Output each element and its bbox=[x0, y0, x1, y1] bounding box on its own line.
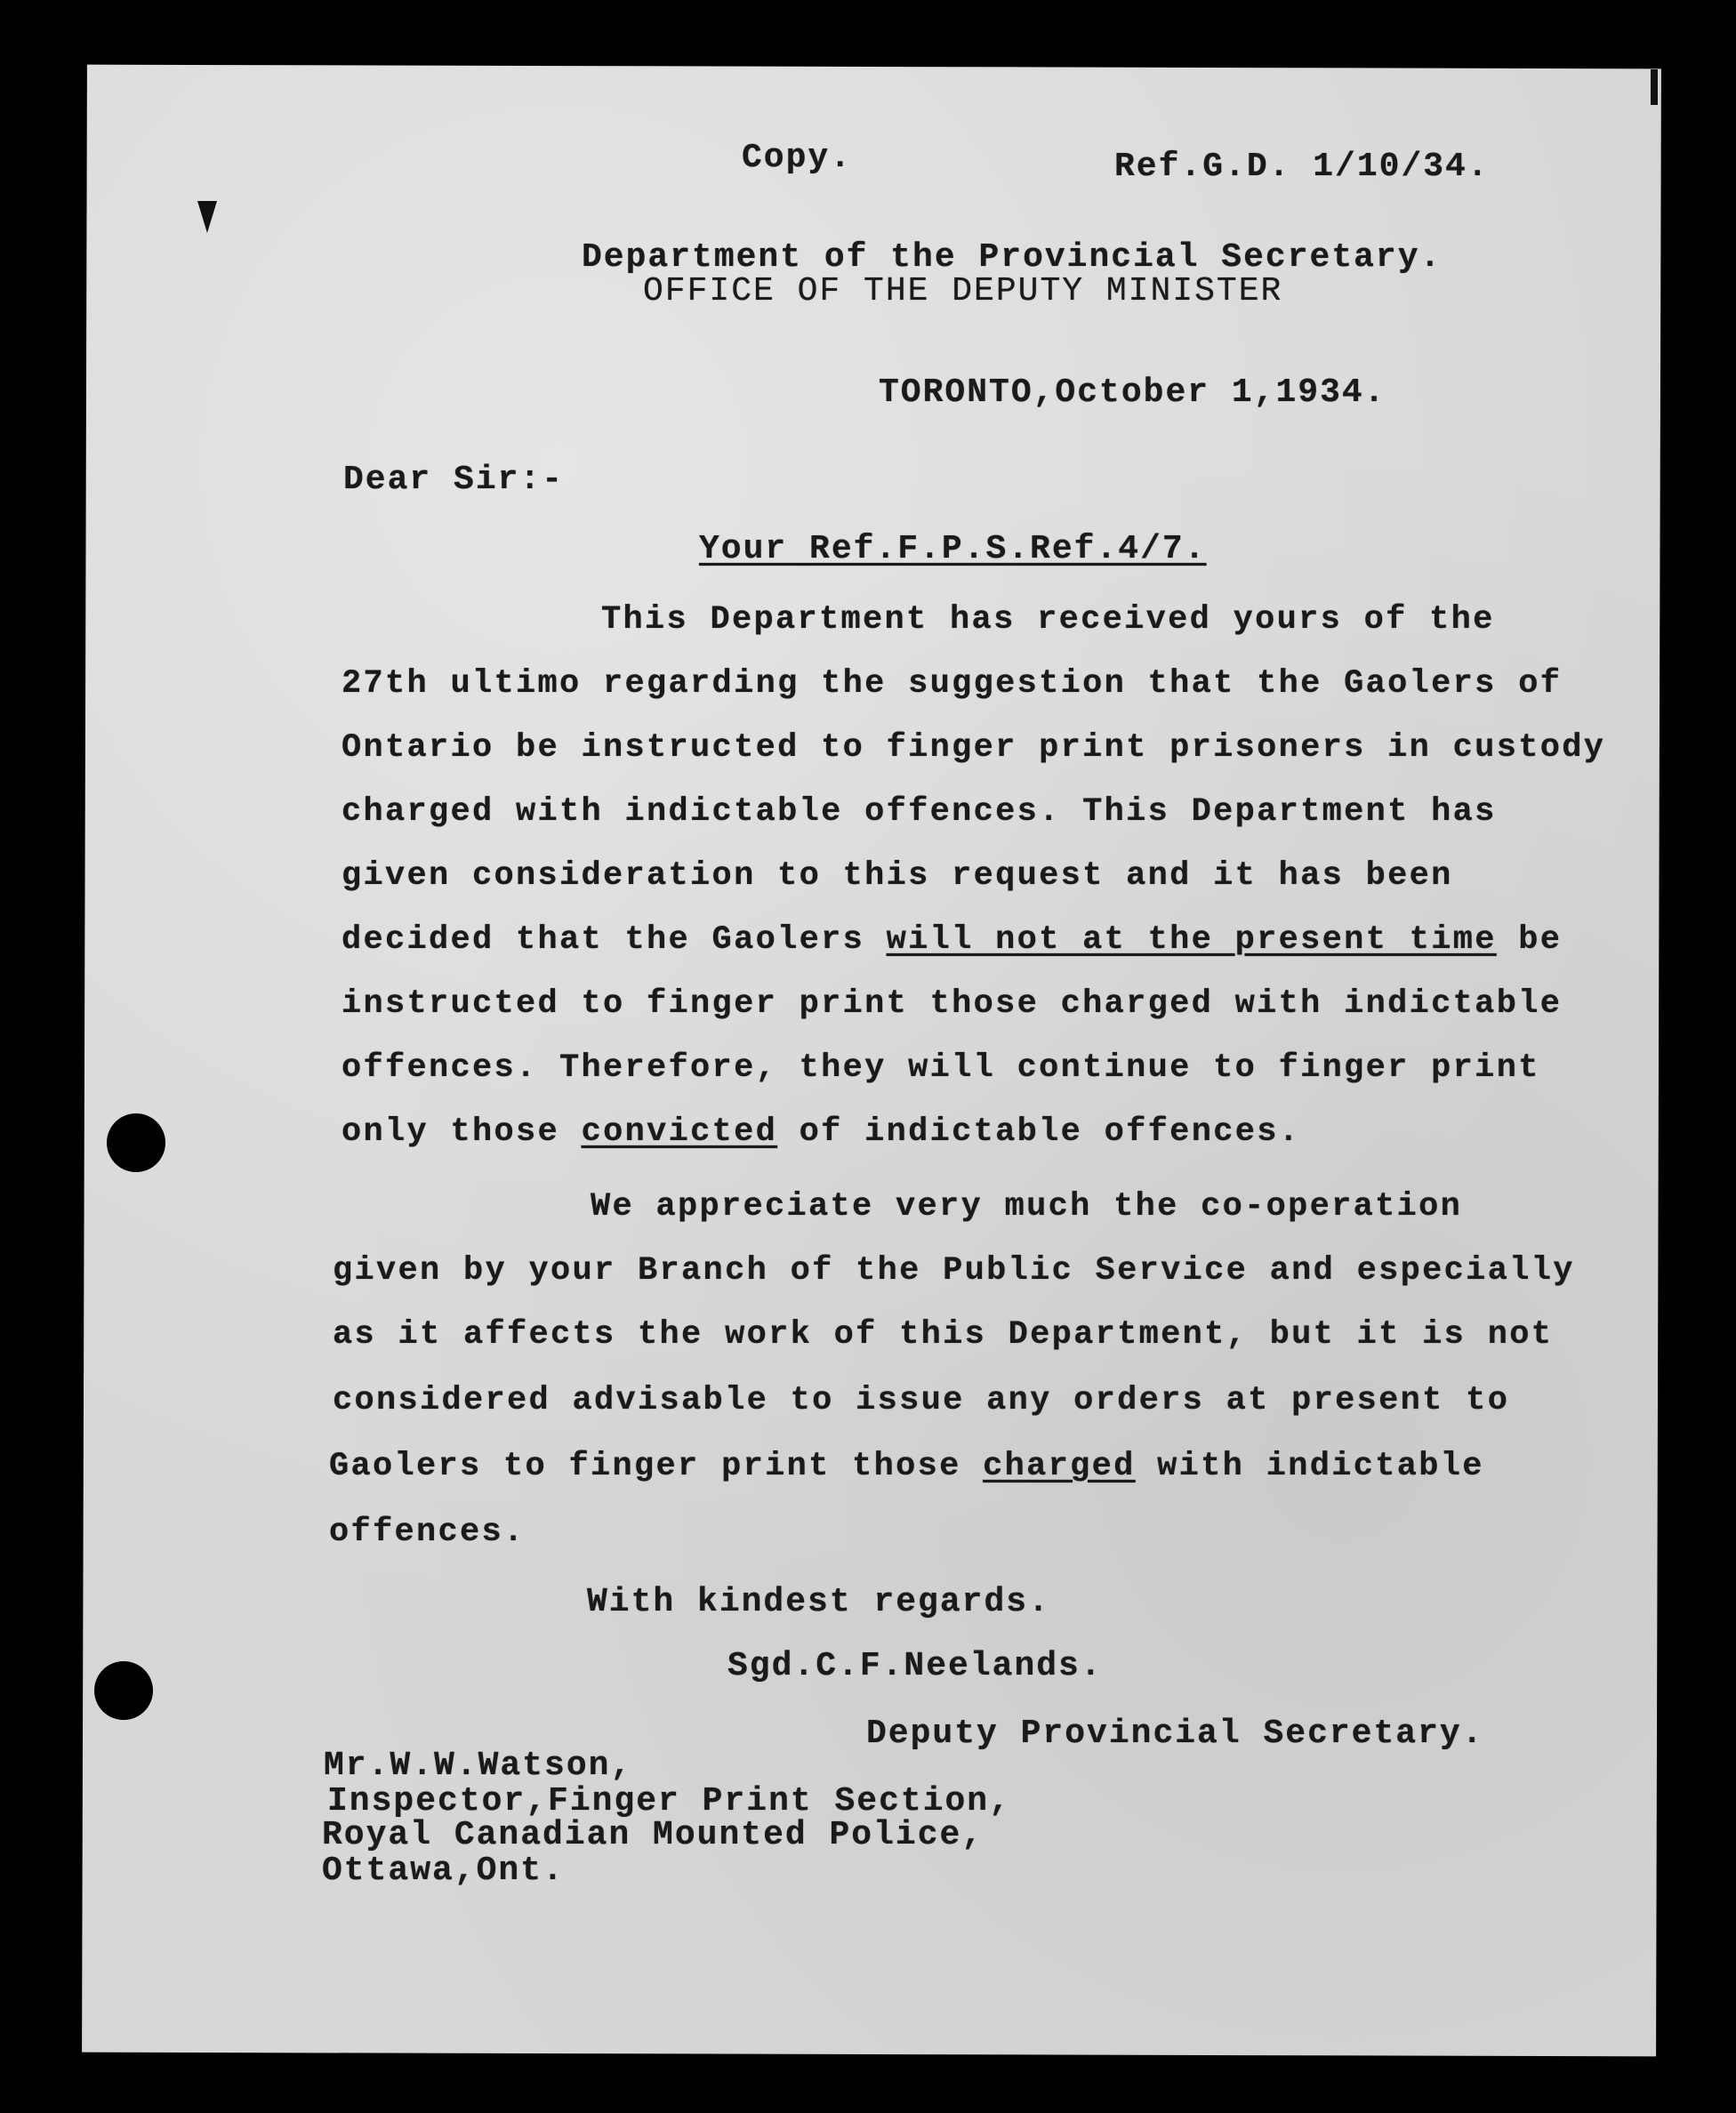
subject-reference: Your Ref.F.P.S.Ref.4/7. bbox=[699, 530, 1207, 568]
office-heading: OFFICE OF THE DEPUTY MINISTER bbox=[643, 272, 1283, 310]
recipient-organization: Royal Canadian Mounted Police, bbox=[322, 1816, 985, 1854]
paragraph-line: instructed to finger print those charged with indictable bbox=[342, 985, 1563, 1023]
recipient-position: Inspector,Finger Print Section, bbox=[327, 1782, 1011, 1820]
paragraph-line bbox=[342, 921, 1562, 959]
paragraph-line: given consideration to this request and it has been bbox=[342, 857, 1453, 895]
paragraph-line: considered advisable to issue any orders at present to bbox=[333, 1382, 1510, 1419]
text-span: only those bbox=[342, 1113, 560, 1151]
text-span: Gaolers to finger print those bbox=[329, 1448, 961, 1485]
text-span: with indictable bbox=[1157, 1448, 1484, 1485]
text-span: be bbox=[1518, 921, 1563, 959]
signatory-title: Deputy Provincial Secretary. bbox=[866, 1715, 1484, 1753]
underlined-word: convicted bbox=[581, 1113, 778, 1151]
paragraph-line bbox=[342, 1113, 1300, 1151]
paragraph-line: 27th ultimo regarding the suggestion that the Gaolers of bbox=[342, 665, 1563, 703]
reference-number: Ref.G.D. 1/10/34. bbox=[1114, 148, 1490, 186]
punch-hole-lower bbox=[94, 1661, 153, 1720]
paragraph-line bbox=[329, 1448, 1484, 1485]
paragraph-line: This Department has received yours of the bbox=[601, 601, 1495, 639]
underlined-word: charged bbox=[983, 1448, 1136, 1485]
place-date: TORONTO,October 1,1934. bbox=[879, 374, 1386, 412]
paragraph-line: offences. Therefore, they will continue to finger print bbox=[342, 1049, 1540, 1087]
recipient-name: Mr.W.W.Watson, bbox=[324, 1747, 633, 1785]
signature-line: Sgd.C.F.Neelands. bbox=[727, 1647, 1103, 1685]
copy-label: Copy. bbox=[742, 139, 853, 177]
paragraph-line: Ontario be instructed to finger print prisoners in custody bbox=[342, 729, 1606, 767]
paragraph-line: We appreciate very much the co-operation bbox=[591, 1188, 1463, 1225]
text-span: decided that the Gaolers bbox=[342, 921, 865, 959]
paragraph-line: charged with indictable offences. This Department has bbox=[342, 793, 1497, 831]
underlined-phrase: will not at the present time bbox=[886, 921, 1497, 959]
punch-hole-upper bbox=[107, 1113, 165, 1172]
salutation: Dear Sir:- bbox=[343, 461, 565, 499]
recipient-location: Ottawa,Ont. bbox=[322, 1852, 565, 1890]
paragraph-line: given by your Branch of the Public Service and especially bbox=[333, 1252, 1575, 1289]
ink-mark bbox=[1651, 69, 1658, 105]
paragraph-line: offences. bbox=[329, 1514, 526, 1551]
closing-regards: With kindest regards. bbox=[587, 1583, 1050, 1621]
text-span: of indictable offences. bbox=[799, 1113, 1301, 1151]
department-heading: Department of the Provincial Secretary. bbox=[582, 238, 1443, 277]
paragraph-line: as it affects the work of this Department, but it is not bbox=[333, 1316, 1554, 1354]
